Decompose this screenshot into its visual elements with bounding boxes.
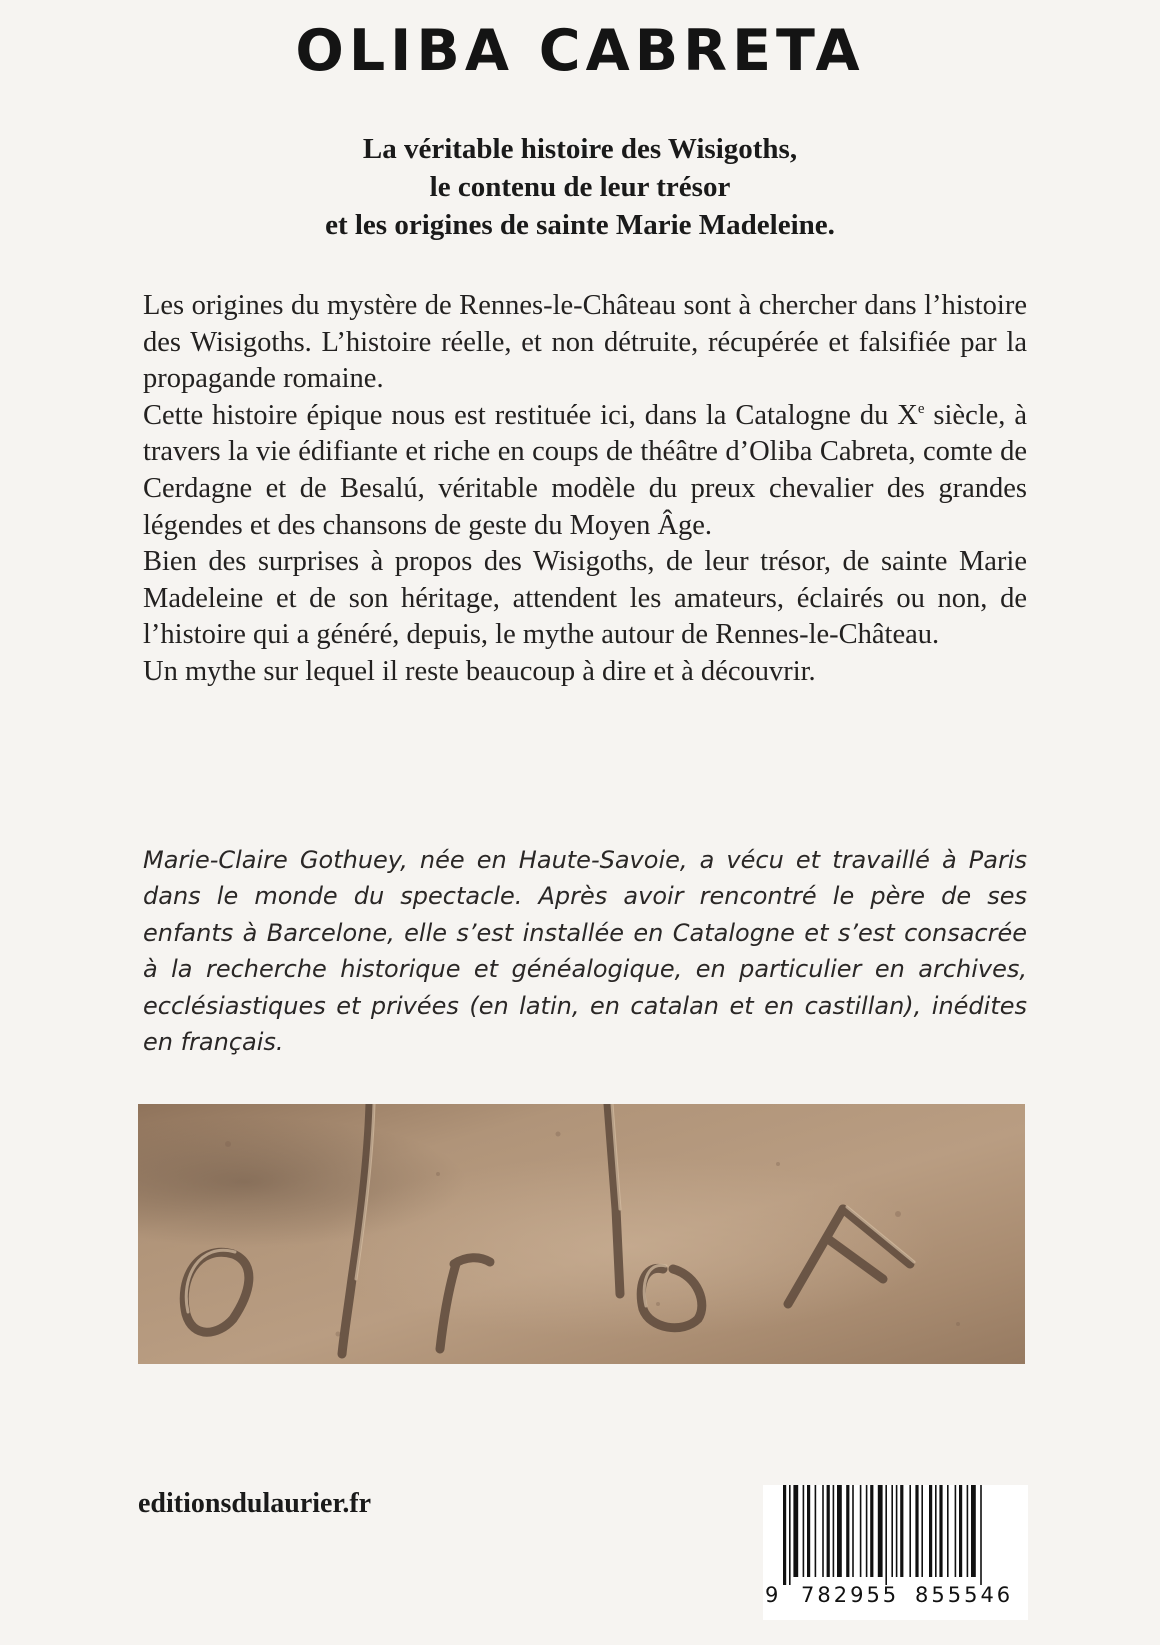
stone-inscription-photo: [138, 1104, 1025, 1364]
barcode-bar: [822, 1485, 824, 1577]
barcode-bar: [955, 1485, 957, 1577]
stone-inscription-image: [138, 1104, 1025, 1364]
blurb: [143, 288, 1027, 691]
barcode-bar: [852, 1485, 854, 1577]
subtitle-line: La véritable histoire des Wisigoths,: [362, 133, 798, 165]
barcode-bar: [870, 1485, 873, 1577]
book-title: OLIBA CABRETA: [295, 18, 865, 84]
barcode-bar: [980, 1485, 982, 1585]
isbn-group-right: 855546: [915, 1583, 1014, 1607]
barcode-bar: [929, 1485, 932, 1577]
isbn-digit-first: 9: [765, 1583, 779, 1607]
barcode-bar: [921, 1485, 923, 1577]
barcode-bar: [866, 1485, 868, 1577]
barcode-bar: [807, 1485, 810, 1577]
barcode-bar: [967, 1485, 969, 1577]
barcode-bar: [915, 1485, 918, 1577]
blurb-paragraph: Bien des surprises à propos des Wisigoths, de leur trésor, de sainte Marie Madeleine et de son héritage, attendent les amateurs, éclairés ou non, de l’histoire qui a généré, depuis, le mythe autour de Rennes-le-Château.: [143, 546, 1027, 651]
isbn-digits: [763, 1583, 1028, 1613]
barcode-bar: [803, 1485, 805, 1577]
barcode-bar: [783, 1485, 786, 1585]
barcode-bar: [885, 1485, 887, 1585]
blurb-paragraph: Les origines du mystère de Rennes-le-Château sont à chercher dans l’histoire des Wisigoths. L’histoire réelle, et non détruite, récupérée et falsifiée par la propagande romaine.: [143, 290, 1027, 395]
barcode-bar: [971, 1485, 976, 1577]
subtitle-line: et les origines de sainte Marie Madeleine.: [325, 209, 835, 241]
blurb-paragraph: [143, 398, 1027, 544]
barcode-bar: [833, 1485, 835, 1577]
barcode-bar: [815, 1485, 817, 1577]
barcode-bar: [793, 1485, 798, 1577]
barcode-bar: [947, 1485, 949, 1577]
subtitle-line: le contenu de leur trésor: [429, 171, 731, 203]
barcode-bar: [909, 1485, 911, 1577]
barcode-bar: [837, 1485, 842, 1577]
barcode-bars: [763, 1485, 1028, 1585]
barcode-bar: [846, 1485, 849, 1577]
author-bio: Marie-Claire Gothuey, née en Haute-Savoie, a vécu et travaillé à Paris dans le monde du spectacle. Après avoir rencontré le père de ses enfants à Barcelone, elle s’est installée en Catalogne et s’est consacrée à la recherche historique et généalogique, en particulier en archives, ecclésiastiques et privées (en latin, en catalan et en castillan), inédites en français.: [143, 846, 1027, 1057]
blurb-paragraph: Un mythe sur lequel il reste beaucoup à dire et à découvrir.: [143, 655, 816, 687]
blurb-text: Cette histoire épique nous est restituée ici, dans la Catalogne du X: [143, 399, 918, 431]
century-superscript: e: [917, 400, 925, 417]
barcode-bar: [878, 1485, 883, 1577]
barcode-bar: [935, 1485, 937, 1577]
barcode-bar: [827, 1485, 830, 1577]
barcode-bar: [959, 1485, 962, 1577]
barcode-bar: [939, 1485, 942, 1577]
isbn-barcode: [763, 1485, 1028, 1620]
blurb-text: siècle, à travers la vie édifiante et riche en coups de théâtre d’Oliba Cabreta, comte de Cerdagne et de Besalú, véritable modèle du preux chevalier des grandes légendes et des chansons de geste du Moyen Âge.: [143, 399, 1027, 541]
publisher-website: editionsdulaurier.fr: [138, 1488, 372, 1519]
isbn-group-left: 782955: [801, 1583, 900, 1607]
barcode-bar: [896, 1485, 898, 1577]
book-subtitle: [0, 130, 1160, 244]
barcode-bar: [860, 1485, 862, 1577]
barcode-bar: [891, 1485, 893, 1577]
barcode-bar: [789, 1485, 791, 1585]
barcode-bar: [900, 1485, 903, 1577]
